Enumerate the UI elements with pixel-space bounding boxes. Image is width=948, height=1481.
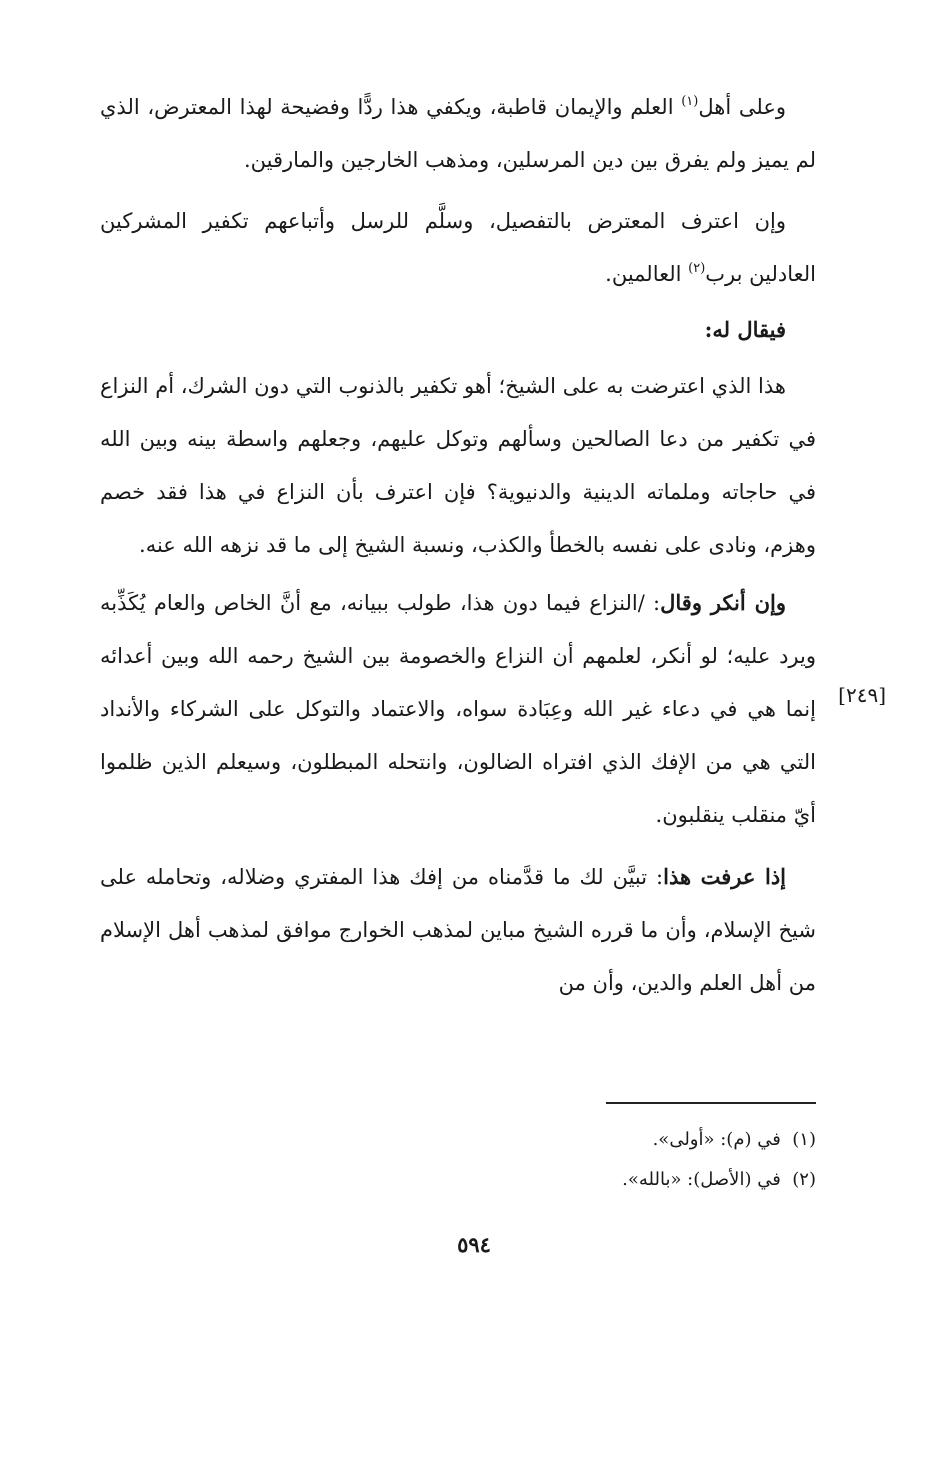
paragraph-5 [100, 576, 816, 842]
paragraph-2-rest: العالمين. [605, 262, 689, 286]
paragraph-6-text: : تبيَّن لك ما قدَّمناه من إفك هذا المفتري وضلاله، وتحامله على شيخ الإسلام، وأن ما قرره الشيخ مباين لمذهب الخوارج موافق لمذهب أهل الإسلام من أهل العلم والدين، وأن من [100, 865, 816, 995]
footnote-1-text: في (م): «أولى». [652, 1129, 781, 1150]
paragraph-1-rest: العلم والإيمان قاطبة، ويكفي هذا ردًّا وفضيحة لهذا المعترض، الذي لم يميز ولم يفرق بين دين المرسلين، ومذهب الخارجين والمارقين. [100, 95, 816, 172]
footnote-ref-2: (٢) [688, 261, 706, 276]
footnote-2-number: (٢) [792, 1169, 816, 1190]
footnotes [100, 1120, 816, 1200]
manuscript-page-ref: [٢٤٩] [838, 683, 886, 707]
main-text [100, 81, 816, 1010]
paragraph-2 [100, 195, 816, 301]
footnote-ref-1: (١) [681, 94, 699, 109]
footnote-1 [100, 1120, 816, 1160]
paragraph-5-text: : /النزاع فيما دون هذا، طولب ببيانه، مع أنَّ الخاص والعام يُكَذِّبه ويرد عليه؛ لو أنكر، لعلمهم أن النزاع والخصومة بين الشيخ رحمه الله وبين أعدائه إنما هي في دعاء غير الله وعِبَادة سواه، والاعتماد والتوكل على الشركاء والأنداد التي هي من الإفك الذي افتراه الضالون، وانتحله المبطلون، وسيعلم الذين ظلموا أيّ منقلب ينقلبون. [100, 591, 816, 827]
paragraph-1-start: وعلى أهل [698, 95, 786, 119]
footnote-separator [606, 1102, 816, 1104]
footnote-2 [100, 1160, 816, 1200]
paragraph-2-start: وإن اعترف المعترض بالتفصيل، وسلَّم للرسل وأتباعهم تكفير المشركين العادلين برب [100, 209, 816, 286]
section-heading: فيقال له: [704, 317, 786, 342]
paragraph-6 [100, 850, 816, 1010]
paragraph-4: هذا الذي اعترضت به على الشيخ؛ أهو تكفير بالذنوب التي دون الشرك، أم النزاع في تكفير من دعا الصالحين وسألهم وتوكل عليهم، وجعلهم واسطة بينه وبين الله في حاجاته وملماته الدينية والدنيوية؟ فإن اعترف بأن النزاع في هذا فقد خصم وهزم، ونادى على نفسه بالخطأ والكذب، ونسبة الشيخ إلى ما قد نزهه الله عنه. [100, 374, 816, 557]
page-number: ٥٩٤ [457, 1232, 491, 1257]
paragraph-5-lead: وإن أنكر وقال [660, 590, 787, 615]
paragraph-6-lead: إذا عرفت هذا [663, 864, 787, 889]
footnote-2-text: في (الأصل): «بالله». [622, 1169, 781, 1190]
footnote-1-number: (١) [792, 1129, 816, 1150]
paragraph-1 [100, 81, 816, 187]
